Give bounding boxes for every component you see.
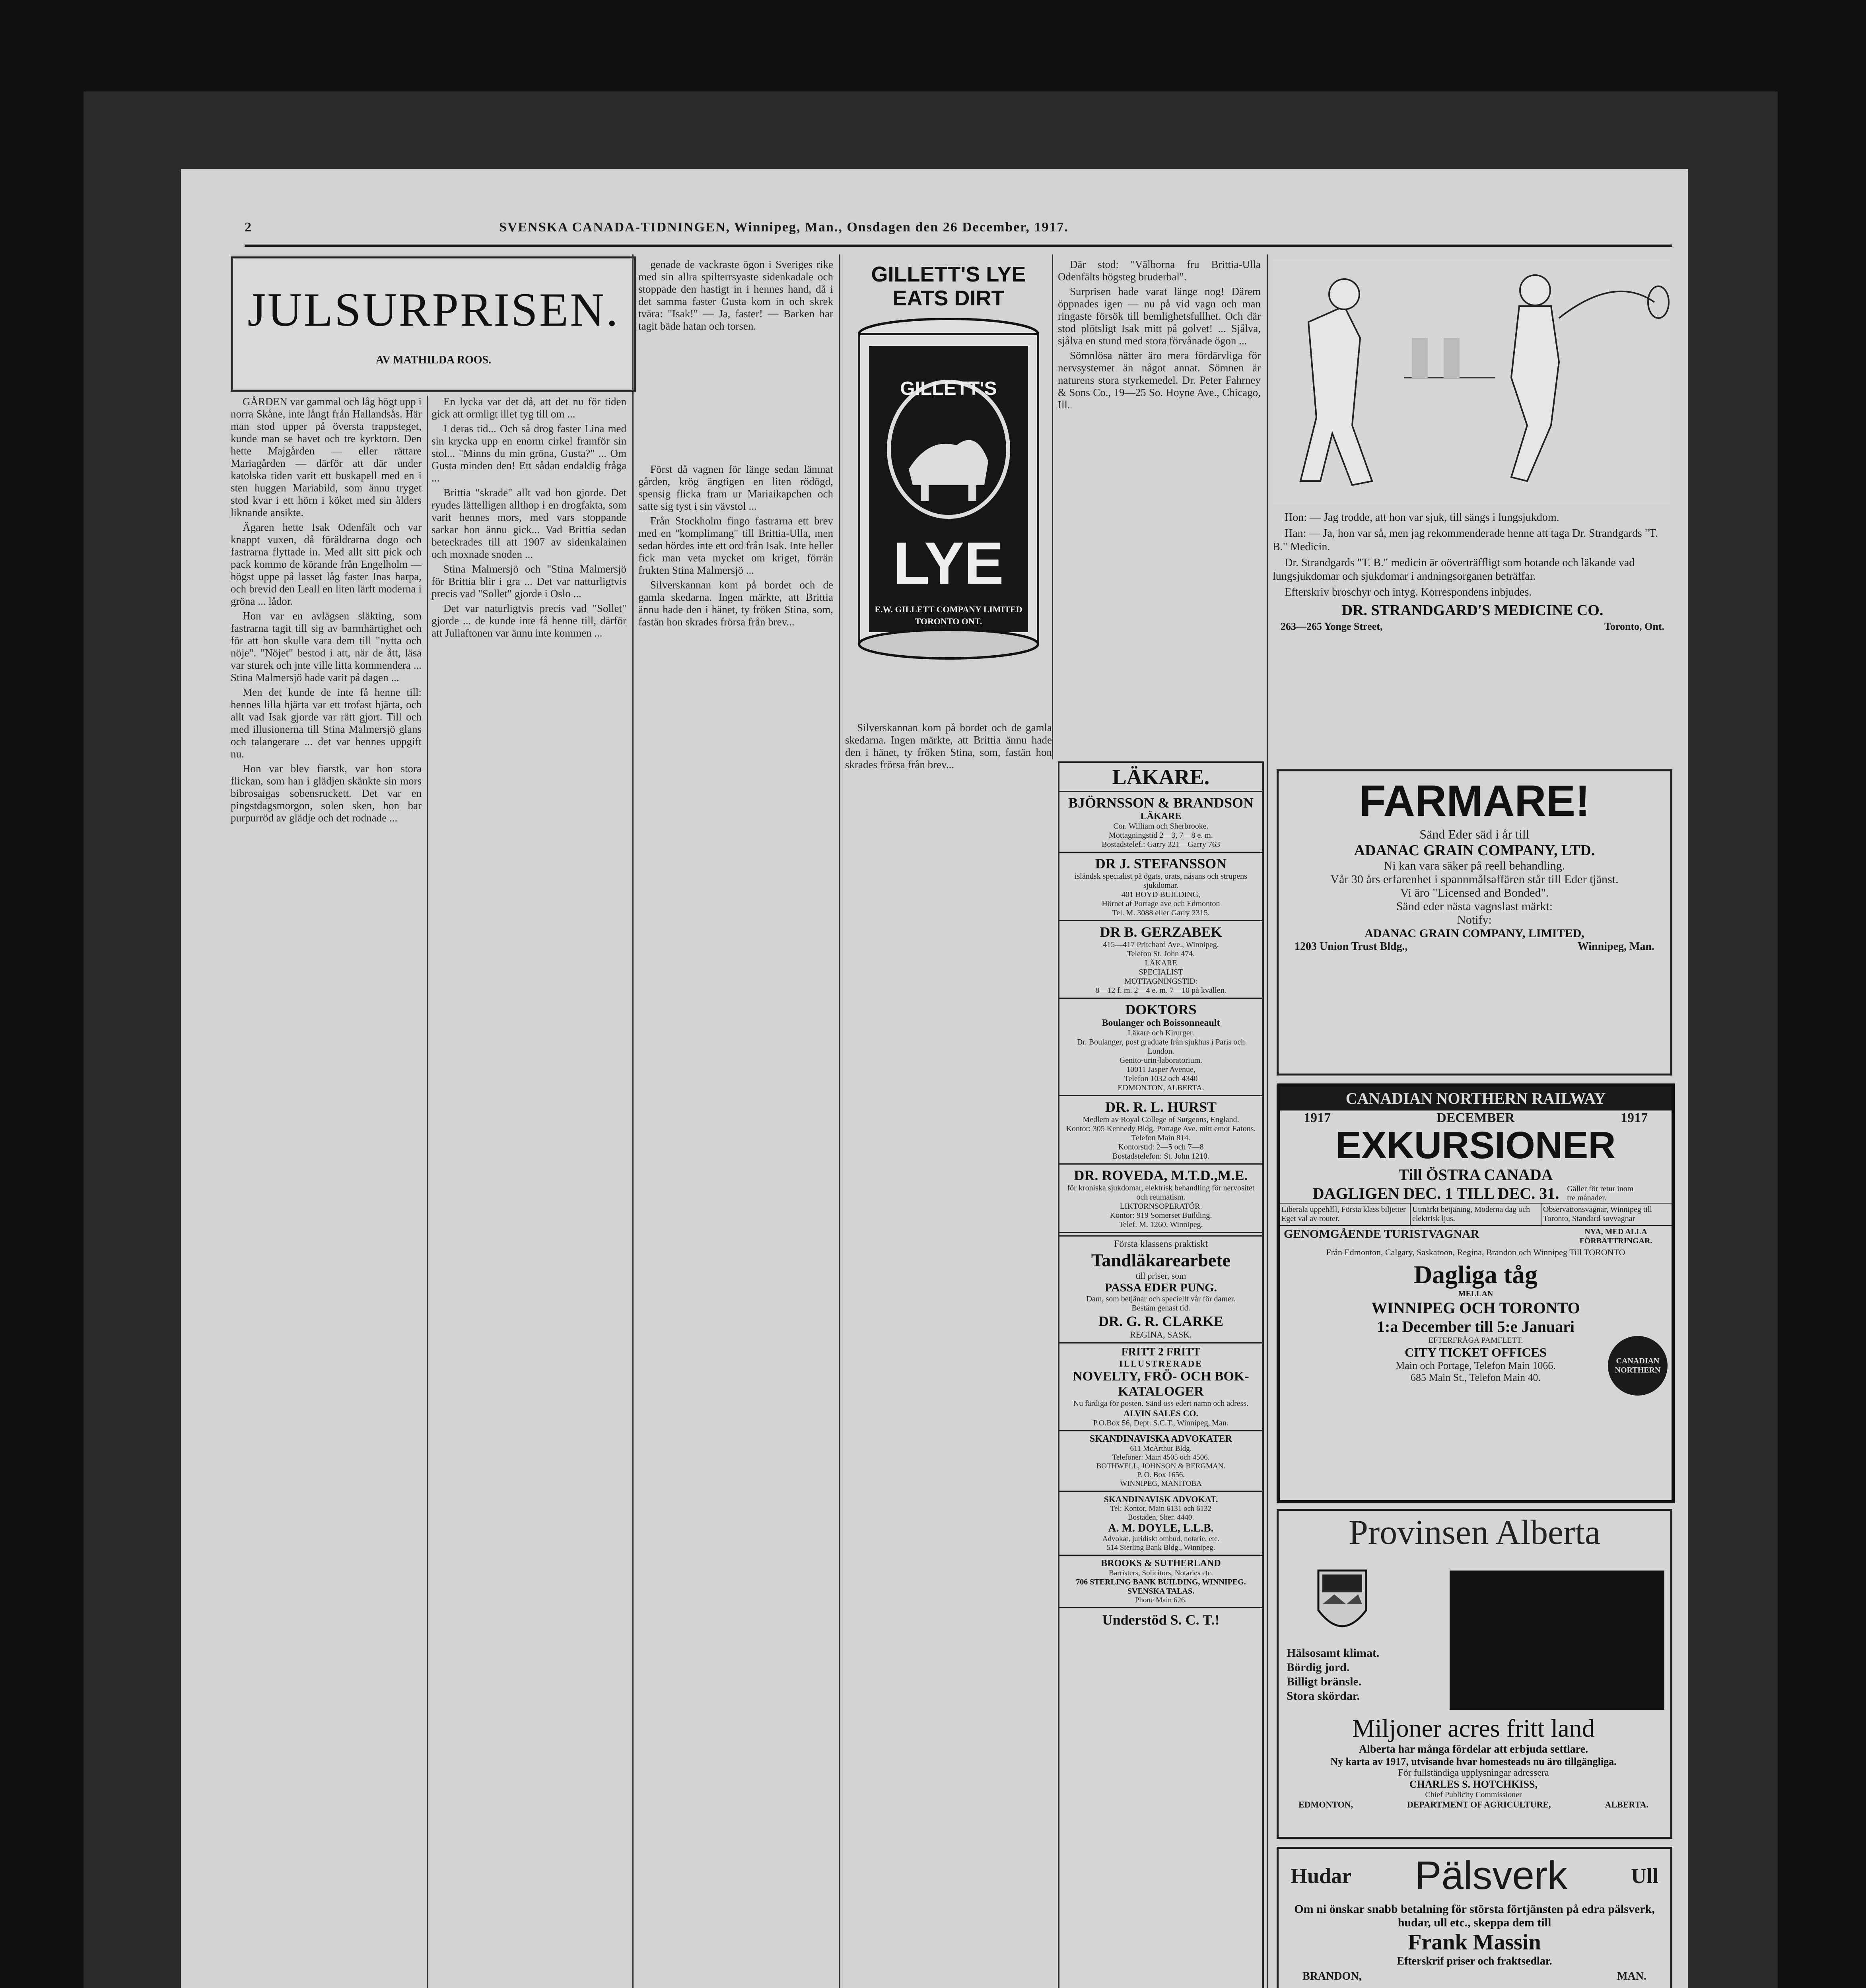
railway-dates-row (1280, 1184, 1672, 1203)
story-title-box (231, 256, 636, 392)
railway-cities: WINNIPEG OCH TORONTO (1371, 1299, 1580, 1317)
strandgard-dialog-1: Hon: — Jag trodde, att hon var sjuk, till sängs i lungsjukdom. (1285, 511, 1559, 524)
doctor-entry (1059, 792, 1262, 853)
doyle-ad (1059, 1491, 1262, 1555)
railway-year: 1917 (1621, 1110, 1648, 1125)
railway-feature: Liberala uppehåll, Första klass biljetter Eget val av router. (1280, 1204, 1411, 1225)
palsverk-ad (1277, 1847, 1672, 1988)
column-rule (839, 254, 840, 1988)
doyle-name: A. M. DOYLE, L.L.B. (1108, 1522, 1214, 1534)
farmare-company2: ADANAC GRAIN COMPANY, LIMITED, (1365, 927, 1584, 940)
paragraph: Stina Malmersjö och "Stina Malmersjö för Brittia blir i gra ... Det var natturligtvis precis vad "Sollet" gjorde i Oslo ... (432, 563, 626, 600)
doctor-line: Hörnet af Portage ave och Edmonton (1102, 899, 1220, 908)
railway-office: CITY TICKET OFFICES (1405, 1345, 1547, 1359)
paragraph: Surprisen hade varat länge nog! Därem öppnades igen — nu på vid vagn och man ringaste försök till bemlighetsfullhet. Och där stod plötsligt Isak mitt på golvet! ... Sjålva, sjålva en stund med stora förvånade ögon ... (1058, 285, 1261, 347)
palsverk-prov: MAN. (1617, 1970, 1646, 1982)
column-rule (427, 396, 428, 1988)
railway-daily: Dagliga tåg (1413, 1260, 1538, 1289)
brooks-desc: Barristers, Solicitors, Notaries etc. (1109, 1569, 1213, 1577)
dentist-intro: Första klassens praktiskt (1114, 1239, 1208, 1249)
can-city: TORONTO ONT. (915, 616, 982, 626)
paragraph: genade de vackraste ögon i Sveriges rike med sin allra spilterrsyaste sidenkadale och stoppade den hastigt in i hennes hand, då i det samma faster Gusta kom in och skrek tvära: "Isak!" — Ja, faster! — Barken har tagit bäde hatan och torsen. (638, 258, 833, 332)
doctor-line: 415—417 Pritchard Ave., Winnipeg. (1103, 940, 1219, 949)
advokater-line: Telefoner: Main 4505 och 4506. (1112, 1453, 1210, 1462)
palsverk-line: Om ni önskar snabb betalning för största förtjänsten på edra pälsverk, hudar, ull etc., skeppa dem till (1294, 1903, 1655, 1929)
column-rule (1052, 254, 1053, 759)
doctor-name: BJÖRNSSON & BRANDSON (1068, 795, 1254, 811)
palsverk-left: Hudar (1291, 1864, 1352, 1888)
doctor-line: Bostadstelefon: St. John 1210. (1112, 1152, 1209, 1161)
railway-period: 1:a December till 5:e Januari (1377, 1318, 1574, 1336)
story-column-3-top (638, 258, 833, 457)
doctor-line: Kontorstid: 2—5 och 7—8 (1118, 1143, 1204, 1151)
railway-feature: Observationsvagnar, Winnipeg till Toronto, Standard sovvagnar (1543, 1205, 1652, 1223)
farmare-city: Winnipeg, Man. (1577, 940, 1654, 953)
paragraph: Hon var en avlägsen släkting, som fastrarna tagit till sig av barmhärtighet och för att hon skulle vara dem till "nytta och nöje". "Nöjet" bestod i att, när de ått, läsa var sturek och jnte ville litta kommendera ... Stina Malmersjö hade varit på dagen ... (231, 610, 422, 683)
canadian-northern-logo: CANADIAN NORTHERN (1608, 1336, 1668, 1396)
alberta-line: Ny karta av 1917, utvisande hvar homesteads nu äro tillgängliga. (1330, 1756, 1617, 1767)
farmare-company: ADANAC GRAIN COMPANY, LTD. (1354, 842, 1595, 859)
railway-through-row (1280, 1226, 1672, 1247)
doctor-entry (1059, 853, 1262, 921)
doctor-line: för kroniska sjukdomar, elektrisk behandling för nervositet och reumatism. (1067, 1184, 1255, 1202)
newspaper-page (181, 169, 1688, 1988)
strandgard-address-row (1273, 619, 1672, 634)
doctor-name: DR J. STEFANSSON (1095, 856, 1227, 872)
doctor-line: Tel. M. 3088 eller Garry 2315. (1112, 909, 1210, 917)
strandgard-address: 263—265 Yonge Street, (1281, 621, 1383, 632)
railway-year-row (1280, 1110, 1672, 1126)
doctor-entry (1059, 1165, 1262, 1233)
catalog-line: Nu färdiga för posten. Sänd oss edert namn och adress. (1073, 1399, 1249, 1408)
dentist-line: till priser, som (1135, 1271, 1186, 1281)
tennis-illustration (1273, 258, 1670, 505)
doctor-line: Telefon 1032 och 4340 (1124, 1074, 1198, 1083)
paragraph: Det var naturligtvis precis vad "Sollet" gjorde ... de kunde inte få henne till, därför att Jullaftonen var ännu inte kommen ... (432, 602, 626, 639)
palsverk-right: Ull (1631, 1864, 1658, 1888)
railway-through2: NYA, MED ALLA FÖRBÄTTRINGAR. (1579, 1227, 1652, 1245)
doctor-line: Kontor: 305 Kennedy Bldg. Portage Ave. mitt emot Eatons. Telefon Main 814. (1066, 1124, 1256, 1142)
story-column-3 (638, 463, 833, 1988)
dentist-line: Bestäm genast tid. (1131, 1304, 1190, 1312)
doctor-line: isländsk specialist på ögats, örats, näsans och strupens sjukdomar. (1075, 872, 1247, 890)
farmare-line: Sänd eder nästa vagnslast märkt: (1396, 900, 1553, 913)
doctor-line: Medlem av Royal College of Surgeons, England. (1083, 1115, 1239, 1124)
railway-footer (1280, 1336, 1672, 1404)
doctor-line: Mottagningstid 2—3, 7—8 e. m. (1109, 831, 1213, 840)
story-title: JULSURPRISEN. (247, 283, 620, 336)
palsverk-footer (1279, 1968, 1670, 1985)
gillett-lye-ad (845, 258, 1052, 716)
can-word: LYE (893, 530, 1004, 596)
paragraph: Men det kunde de inte få henne till: hennes lilla hjärta var ett trofast hjärta, och allt vad Isak gjorde var rätt gjort. Till och med illusionerna till Stina Malmersjö glans och talangerare ... det var hennes uppgift nu. (231, 686, 422, 760)
railway-pamphlet: EFTERFRÅGA PAMFLETT. (1428, 1336, 1523, 1345)
alberta-ad (1277, 1509, 1672, 1839)
story-column-1 (231, 396, 422, 1988)
brooks-title: BROOKS & SUTHERLAND (1101, 1558, 1221, 1569)
paragraph: Hon var blev fiarstk, var hon stora flickan, som han i glädjen skänkte sin mors bibrosaigas sobensruckett. Det var en pingstdagsmorgon, solen sken, hon bar purpurröd av glädje och det rodnade ... (231, 763, 422, 824)
farmare-line: Vi äro "Licensed and Bonded". (1400, 886, 1549, 899)
palsverk-headline: Pälsverk (1415, 1853, 1568, 1898)
nervous-ad-text: Sömnlösa nätter äro mera fördärvliga för nervsystemet än något annat. Sömnen är naturens stora styrkemedel. Dr. Peter Fahrney & Sons Co., 19—25 So. Hoyne Ave., Chicago, Ill. (1058, 349, 1261, 411)
catalog-headline: NOVELTY, FRÖ- OCH BOK-KATALOGER (1073, 1369, 1249, 1399)
farmare-line: Ni kan vara säker på reell behandling. (1384, 859, 1565, 872)
support-slogan: Understöd S. C. T.! (1059, 1607, 1262, 1631)
paragraph: Först då vagnen för länge sedan lämnat gården, krög ängtigen en liten rödögd, spensig flicka fram ur Mariaikapchen och satte sig tyst i sin vävstol ... (638, 463, 833, 512)
alberta-point: Bördig jord. (1287, 1661, 1350, 1674)
header-rule (245, 245, 1672, 247)
alberta-point: Billigt bränsle. (1287, 1675, 1362, 1688)
alberta-line: Alberta har många fördelar att erbjuda settlare. (1359, 1743, 1588, 1755)
doctor-line: Kontor: 919 Somerset Building. (1110, 1211, 1212, 1220)
catalog-address: P.O.Box 56, Dept. S.C.T., Winnipeg, Man. (1093, 1419, 1229, 1427)
paragraph: Från Stockholm fingo fastrarna ett brev med en "komplimang" till Brittia-Ulla, men sedan hördes inte ett ord från Isak. Inte heller fick man veta mycket om kriget, förrän frukten Stina Malmersjö ... (638, 515, 833, 576)
advokater-line: WINNIPEG, MANITOBA (1120, 1479, 1202, 1488)
paragraph: Där stod: "Välborna fru Brittia-Ulla Odenfälts högsteg bruderbal". (1058, 258, 1261, 283)
railway-from: Från Edmonton, Calgary, Saskatoon, Regina, Brandon och Winnipeg Till TORONTO (1326, 1247, 1625, 1257)
strandgard-company: DR. STRANDGARD'S MEDICINE CO. (1341, 602, 1604, 619)
railway-features (1280, 1203, 1672, 1226)
strandgard-dialog-2: Han: — Ja, hon var så, men jag rekommenderade henne att taga Dr. Strandgards "T. B." Medicin. (1273, 527, 1658, 553)
page-number: 2 (245, 220, 251, 235)
column-rule (1267, 254, 1268, 1988)
brooks-ad (1059, 1555, 1262, 1607)
page-header (245, 217, 1672, 241)
doctor-line: Bostadstelef.: Garry 321—Garry 763 (1102, 840, 1220, 849)
railway-month: DECEMBER (1436, 1110, 1515, 1125)
doctor-name: DR B. GERZABEK (1100, 924, 1222, 940)
railway-feature: Utmärkt betjäning, Moderna dag och elektrisk ljus. (1411, 1204, 1541, 1225)
advokater-line: BOTHWELL, JOHNSON & BERGMAN. (1096, 1462, 1226, 1470)
paragraph: GÅRDEN var gammal och låg högt upp i norra Skåne, inte långt från Hallandsås. Här man stod upper på översta trappsteget, kunde man se havet och tre kyrktorn. Den hette Majgården — eller rättare Mariagården — därför att där under katolska tiden varit ett buskapell med en i sten huggen Mariabild, som ännu tryget stod kvar i ett hörn i köket med sin ålders liknande ansikte. (231, 396, 422, 518)
railway-through: GENOMGÅENDE TURISTVAGNAR (1284, 1227, 1479, 1241)
farmare-ad (1277, 769, 1672, 1076)
paragraph: Brittia "skrade" allt vad hon gjorde. Det ryndes lättelligen allthop i en drogfakta, som varit hennes mors, med vars stoppande sarkar hon ännu gick... Vad Brittia sedan beteckrades till att 1907 av sidenkalainen och moxnade snoden ... (432, 487, 626, 560)
doyle-home: Bostaden, Sher. 4440. (1127, 1513, 1194, 1522)
doctor-line: Telefon St. John 474. (1127, 949, 1195, 958)
alberta-photo (1450, 1571, 1664, 1710)
doctor-line: Telef. M. 1260. Winnipeg. (1119, 1220, 1203, 1229)
alberta-footer (1283, 1800, 1664, 1810)
doctor-line: Cor. William och Sherbrooke. (1113, 822, 1209, 831)
advokater-ad (1059, 1430, 1262, 1491)
doyle-desc: Advokat, juridiskt ombud, notarie, etc. (1102, 1535, 1220, 1543)
doctor-entry (1059, 1096, 1262, 1165)
farmare-headline: FARMARE! (1359, 777, 1590, 825)
column-rule (632, 254, 634, 1988)
catalog-top: FRITT 2 FRITT (1121, 1346, 1201, 1358)
lakare-directory (1058, 761, 1264, 1988)
dentist-name: DR. G. R. CLARKE (1098, 1313, 1223, 1329)
can-maker: E.W. GILLETT COMPANY LIMITED (875, 604, 1022, 614)
doctor-line: LÄKARE (1145, 959, 1177, 967)
strandgard-cta: Efterskriv broschyr och intyg. Korrespondens inbjudes. (1285, 586, 1532, 598)
paragraph: Ägaren hette Isak Odenfält och var knappt vuxen, då föräldrarna dogo och fastrarna flyttade in. Med allt sitt pick och pack kommo de körande från Engelholm — högst uppe på lasset låg faster Inas harpa, och brevid den Leall en liten lärft moderna i gröna ... lådor. (231, 521, 422, 607)
alberta-city: EDMONTON, (1298, 1800, 1353, 1809)
farmare-address-row (1279, 940, 1670, 953)
doctor-line: LIKTORNSOPERATÖR. (1120, 1202, 1202, 1211)
doctor-line: Genito-urin-laboratorium. (1119, 1056, 1203, 1065)
doctor-name: DR. R. L. HURST (1105, 1099, 1217, 1115)
doctor-entry (1059, 999, 1262, 1096)
catalog-company: ALVIN SALES CO. (1123, 1408, 1199, 1418)
paragraph: Silverskannan kom på bordet och de gamla skedarna. Ingen märkte, att Brittia ännu hade den i hänet, ty fröken Stina, som, fastän hon skrades frörsa från brev... (638, 579, 833, 628)
doctor-subtitle: Boulanger och Boissonneault (1102, 1018, 1220, 1028)
advokater-title: SKANDINAVISKA ADVOKATER (1089, 1434, 1232, 1444)
masthead: SVENSKA CANADA-TIDNINGEN, Winnipeg, Man., Onsdagen den 26 December, 1917. (499, 220, 1069, 235)
railway-year: 1917 (1304, 1110, 1331, 1125)
dentist-city: REGINA, SASK. (1130, 1330, 1192, 1340)
story-column-2 (432, 396, 626, 1988)
railway-dates: DAGLIGEN DEC. 1 TILL DEC. 31. (1312, 1184, 1559, 1202)
doctor-name: DR. ROVEDA, M.T.D.,M.E. (1074, 1167, 1248, 1183)
doctor-entry (1059, 921, 1262, 999)
alberta-line: För fullständiga upplysningar adressera (1398, 1768, 1549, 1778)
dentist-line: Dam, som betjänar och speciellt vår för damer. (1086, 1295, 1236, 1303)
alberta-contact: CHARLES S. HOTCHKISS, (1409, 1778, 1538, 1790)
gillett-headline: GILLETT'S LYE EATS DIRT (871, 262, 1026, 310)
doyle-title: SKANDINAVISK ADVOKAT. (1104, 1494, 1218, 1504)
brooks-phone: Phone Main 626. (1135, 1596, 1187, 1604)
paragraph: I deras tid... Och så drog faster Lina med sin krycka upp en enorm cirkel framför sin stol... "Minns du min gröna, Gusta?" ... Om Gusta minden den! Ett sådan endaldig fråga ... (432, 423, 626, 484)
doctor-line: SPECIALIST (1139, 968, 1183, 977)
alberta-point: Stora skördar. (1287, 1689, 1360, 1703)
lakare-heading: LÄKARE. (1059, 763, 1262, 792)
doctor-line: MOTTAGNINGSTID: (1124, 977, 1197, 986)
railway-return: Gäller för retur inom tre månader. (1567, 1184, 1634, 1202)
strandgard-city: Toronto, Ont. (1604, 621, 1664, 632)
doctor-line: Läkare och Kirurger. (1127, 1029, 1194, 1037)
alberta-role: Chief Publicity Commissioner (1425, 1790, 1522, 1799)
railway-headline: EXKURSIONER (1335, 1124, 1616, 1167)
alberta-crest (1314, 1567, 1370, 1642)
strandgard-body: Dr. Strandgards "T. B." medicin är oöverträffligt som botande och läkande vad lungsjukdomar och sjukdomar i andningsorganen beträffar. (1273, 557, 1635, 582)
railway-mellan: MELLAN (1458, 1289, 1493, 1298)
brooks-address: 706 STERLING BANK BUILDING, WINNIPEG. (1076, 1578, 1246, 1586)
doctor-subtitle: LÄKARE (1140, 811, 1182, 821)
railway-addr: 685 Main St., Telefon Main 40. (1410, 1372, 1541, 1383)
farmare-address: 1203 Union Trust Bldg., (1295, 940, 1408, 953)
railway-ad (1277, 1083, 1675, 1503)
story-column-4-continued (845, 722, 1052, 1988)
palsverk-city: BRANDON, (1302, 1970, 1362, 1982)
railway-addr: Main och Portage, Telefon Main 1066. (1396, 1360, 1556, 1371)
doyle-address: 514 Sterling Bank Bldg., Winnipeg. (1106, 1543, 1215, 1552)
railway-name: CANADIAN NORTHERN RAILWAY (1280, 1087, 1672, 1110)
can-brand: GILLETT'S (900, 378, 997, 399)
story-column-4 (1058, 258, 1261, 759)
doctor-line: Dr. Boulanger, post graduate från sjukhus i Paris och London. (1077, 1038, 1245, 1056)
palsverk-line: Efterskrif priser och fraktsedlar. (1397, 1955, 1552, 1967)
palsverk-header (1279, 1849, 1670, 1903)
doctor-name: DOKTORS (1125, 1002, 1197, 1017)
alberta-dept: DEPARTMENT OF AGRICULTURE, (1407, 1800, 1551, 1809)
alberta-points (1287, 1646, 1438, 1703)
paragraph: Silverskannan kom på bordet och de gamla skedarna. Ingen märkte, att Brittia ännu hade den i hänet, ty fröken Stina, som, fastän hon skrades frörsa från brev... (845, 722, 1052, 771)
palsverk-name: Frank Massin (1408, 1930, 1541, 1955)
story-byline: AV MATHILDA ROOS. (375, 354, 492, 366)
alberta-title: Provinsen Alberta (1348, 1513, 1600, 1552)
farmare-line: Vår 30 års erfarenhet i spannmålsaffären står till Eder tjänst. (1330, 873, 1619, 886)
catalog-sub: ILLUSTRERADE (1119, 1359, 1203, 1369)
strandgard-ad (1273, 258, 1672, 763)
paragraph: En lycka var det då, att det nu för tiden gick att ormligt illet tyg till om ... (432, 396, 626, 420)
farmare-notify: Notify: (1457, 913, 1492, 926)
alberta-prov: ALBERTA. (1605, 1800, 1648, 1809)
dentist-ad (1059, 1235, 1262, 1342)
farmare-line: Sänd Eder säd i år till (1419, 827, 1530, 841)
catalog-ad (1059, 1342, 1262, 1430)
alberta-point: Hälsosamt klimat. (1287, 1646, 1380, 1660)
doctor-line: 8—12 f. m. 2—4 e. m. 7—10 på kvällen. (1095, 986, 1227, 995)
dentist-headline: Tandläkarearbete (1091, 1250, 1231, 1270)
doctor-line: 401 BOYD BUILDING, (1121, 890, 1201, 899)
doctor-line: EDMONTON, ALBERTA. (1118, 1083, 1204, 1092)
alberta-headline: Miljoner acres fritt land (1352, 1714, 1595, 1742)
brooks-talas: SVENSKA TALAS. (1127, 1587, 1195, 1596)
advokater-line: 611 McArthur Bldg. (1130, 1444, 1192, 1453)
doctor-line: 10011 Jasper Avenue, (1126, 1065, 1195, 1074)
railway-sub: Till ÖSTRA CANADA (1398, 1166, 1553, 1184)
doctor-list (1059, 792, 1262, 1233)
doyle-phone: Tel: Kontor, Main 6131 och 6132 (1110, 1505, 1212, 1513)
advokater-line: P. O. Box 1656. (1137, 1471, 1185, 1479)
dentist-line: PASSA EDER PUNG. (1105, 1281, 1217, 1294)
